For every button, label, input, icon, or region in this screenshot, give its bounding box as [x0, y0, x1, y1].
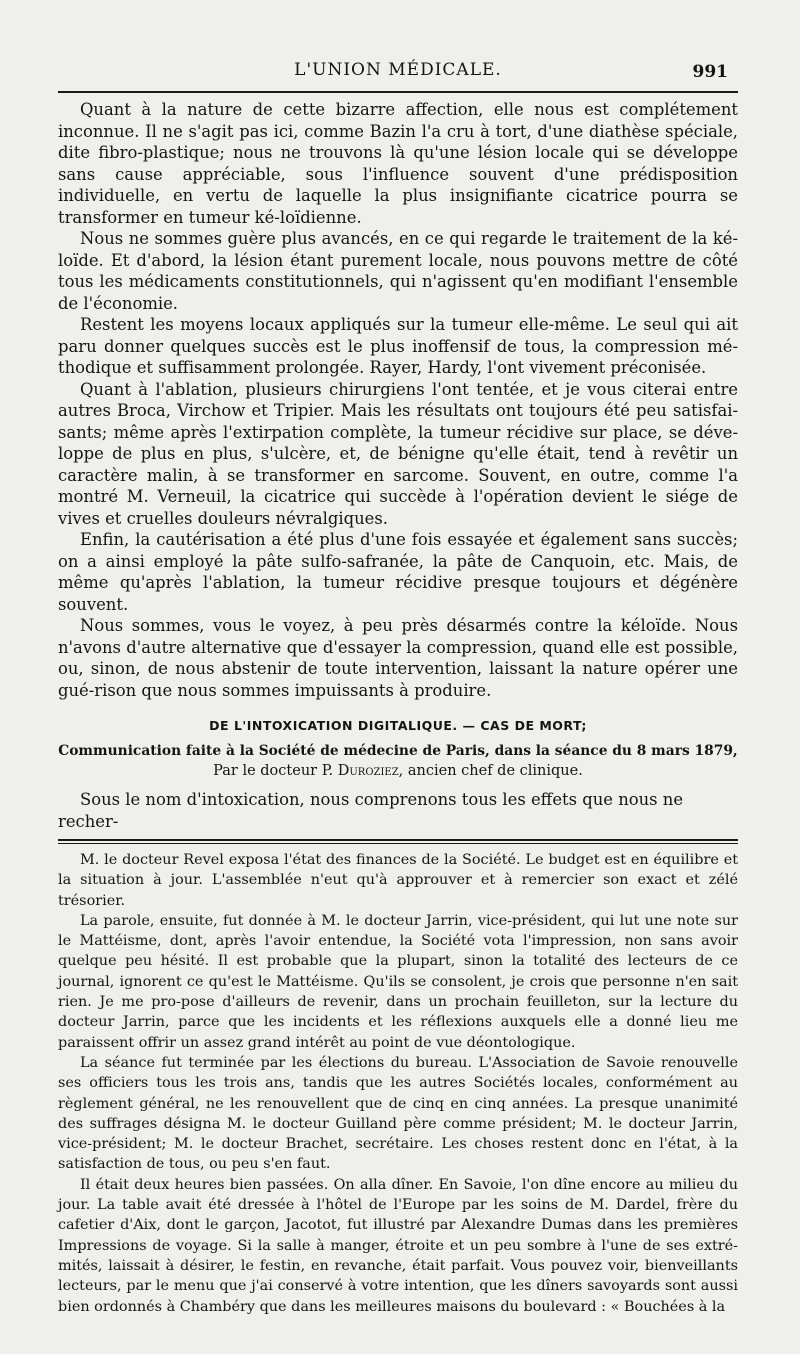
- main-text: [58, 99, 738, 701]
- article-author: [58, 761, 738, 781]
- paragraph: Quant à l'ablation, plusieurs chirurgiens l'ont tentée, et je vous citerai entre autres Broca, Virchow et Tripier. Mais les résultats ont toujours été peu satisfai-sants; même après l'extirpation complète, la tumeur récidive sur place, se déve-loppe de plus en plus, s'ulcère, et, de bénigne qu'elle était, tend à revêtir un caractère malin, à se transformer en sarcome. Souvent, en outre, comme l'a montré M. Verneuil, la cicatrice qui succède à l'opération devient le siége de vives et cruelles douleurs névralgiques.: [58, 379, 738, 528]
- feuilleton-rule-top: [58, 839, 738, 841]
- author-name: Duroziez: [337, 763, 399, 779]
- article-heading: DE L'INTOXICATION DIGITALIQUE. — CAS DE MORT;: [209, 718, 587, 733]
- author-suffix: , ancien chef de clinique.: [398, 763, 583, 779]
- article-communication: Communication faite à la Société de médecine de Paris, dans la séance du 8 mars 1879,: [58, 743, 738, 759]
- running-header: [58, 54, 738, 90]
- header-rule: [58, 91, 738, 93]
- paragraph: Restent les moyens locaux appliqués sur la tumeur elle-même. Le seul qui ait paru donner quelques succès est le plus inoffensif de tous, la compression mé-thodique et suffisamment prolongée. Rayer, Hardy, l'ont vivement préconisée.: [58, 315, 738, 377]
- paragraph: Nous ne sommes guère plus avancés, en ce qui regarde le traitement de la ké-loïde. Et d'abord, la lésion étant purement locale, nous pouvons mettre de côté tous les médicaments constitutionnels, qui n'agissent qu'en modifiant l'ensemble de l'économie.: [58, 229, 738, 313]
- feuilleton-paragraph: Il était deux heures bien passées. On alla dîner. En Savoie, l'on dîne encore au milieu du jour. La table avait été dressée à l'hôtel de l'Europe par les soins de M. Dardel, frère du cafetier d'Aix, dont le garçon, Jacotot, fut illustré par Alexandre Dumas dans les premières Impressions de voyage. Si la salle à manger, étroite et un peu sombre à l'une de ses extré-mités, laissait à désirer, le festin, en revanche, était parfait. Vous pouvez voir, bienveillants lecteurs, par le menu que j'ai conservé à votre intention, que les dîners savoyards sont aussi bien ordonnés à Chambéry que dans les meilleures maisons du boulevard : « Bouchées à la: [58, 1176, 738, 1315]
- feuilleton-paragraph: La séance fut terminée par les élections du bureau. L'Association de Savoie renouvelle ses officiers tous les trois ans, tandis que les autres Sociétés locales, conformément au règlement général, ne les renouvellent que de cinq en cinq années. La presque unanimité des suffrages désigna M. le docteur Guilland père comme président; M. le docteur Jarrin, vice-président; M. le docteur Brachet, secrétaire. Les choses restent donc en l'état, à la satisfaction de tous, ou peu s'en faut.: [58, 1054, 738, 1173]
- feuilleton-rule-bottom: [58, 843, 738, 844]
- journal-title: L'UNION MÉDICALE.: [294, 60, 502, 80]
- paragraph: Nous sommes, vous le voyez, à peu près désarmés contre la kéloïde. Nous n'avons d'autre alternative que d'essayer la compression, quand elle est possible, ou, sinon, de nous abstenir de toute intervention, laissant la nature opérer une gué-rison que nous sommes impuissants à produire.: [58, 616, 738, 700]
- feuilleton-text: [58, 850, 738, 1317]
- paragraph: Quant à la nature de cette bizarre affection, elle nous est complétement inconnue. Il ne s'agit pas ici, comme Bazin l'a cru à tort, d'une diathèse spéciale, dite fibro-plastique; nous ne trouvons là qu'une lésion locale qui se développe sans cause appréciable, sous l'influence souvent d'une prédisposition individuelle, en vertu de laquelle la plus insignifiante cicatrice pourra se transformer en tumeur ké-loïdienne.: [58, 100, 738, 227]
- page-number: 991: [692, 62, 728, 82]
- feuilleton-paragraph: La parole, ensuite, fut donnée à M. le docteur Jarrin, vice-président, qui lut une note sur le Mattéisme, dont, après l'avoir entendue, la Société vota l'impression, non sans avoir quelque peu hésité. Il est probable que la plupart, sinon la totalité des lecteurs de ce journal, ignorent ce qu'est le Mattéisme. Qu'ils se consolent, je crois que personne n'en sait rien. Je me pro-pose d'ailleurs de revenir, dans un prochain feuilleton, sur la lecture du docteur Jarrin, parce que les incidents et les réflexions auxquels elle a donné lieu me paraissent offrir un assez grand intérêt au point de vue déontologique.: [58, 912, 738, 1051]
- author-prefix: Par le docteur P.: [213, 763, 338, 779]
- feuilleton-paragraph: M. le docteur Revel exposa l'état des finances de la Société. Le budget est en équilibre et la situation à jour. L'assemblée n'eut qu'à approuver et à remercier son exact et zélé trésorier.: [58, 852, 738, 909]
- article-block: [58, 718, 738, 832]
- paragraph: Enfin, la cautérisation a été plus d'une fois essayée et également sans succès; on a ainsi employé la pâte sulfo-safranée, la pâte de Canquoin, etc. Mais, de même qu'après l'ablation, la tumeur récidive presque toujours et dégénère souvent.: [58, 530, 738, 614]
- article-opening: Sous le nom d'intoxication, nous comprenons tous les effets que nous ne recher-: [58, 790, 684, 831]
